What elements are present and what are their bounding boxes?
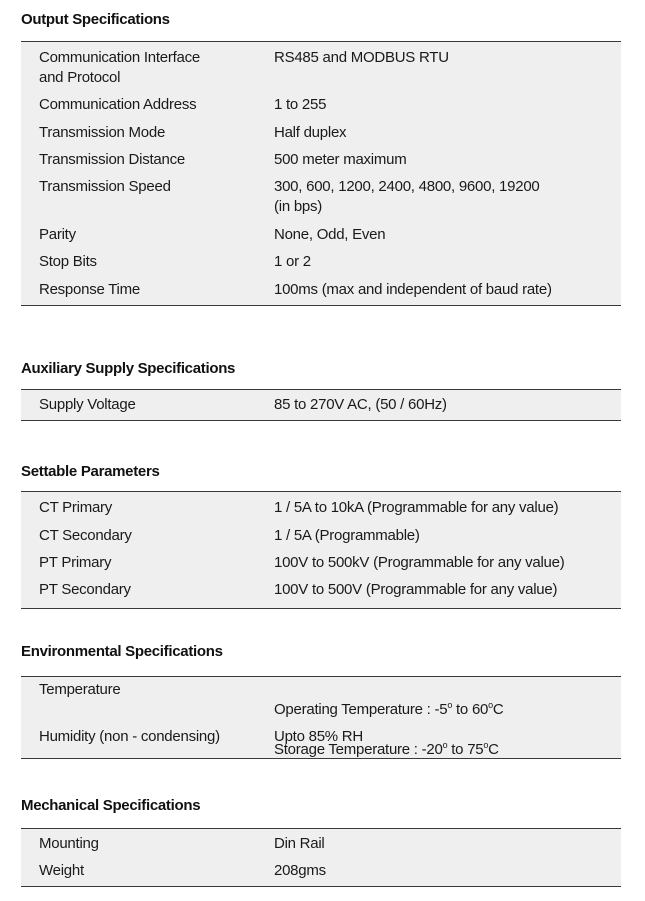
spec-label: Stop Bits <box>39 253 97 270</box>
spec-value: None, Odd, Even <box>274 226 386 243</box>
spec-value: 100V to 500V (Programmable for any value) <box>274 581 558 598</box>
spec-label: Transmission Mode <box>39 124 166 141</box>
storage-temperature: Storage Temperature : -20$^o$ to 75$^o$C <box>274 740 499 758</box>
output-specifications-table <box>21 41 621 306</box>
spec-value: 100V to 500kV (Programmable for any value) <box>274 554 565 571</box>
settable-parameters-table <box>21 491 621 609</box>
spec-label: CT Secondary <box>39 527 132 544</box>
spec-label: Humidity (non - condensing) <box>39 728 220 745</box>
spec-value: 85 to 270V AC, (50 / 60Hz) <box>274 396 447 413</box>
spec-label: Weight <box>39 862 84 879</box>
mechanical-specifications-title: Mechanical Specifications <box>21 797 201 814</box>
spec-label: Communication Address <box>39 96 197 113</box>
auxiliary-supply-title: Auxiliary Supply Specifications <box>21 360 236 377</box>
spec-value: 500 meter maximum <box>274 151 407 168</box>
spec-value: Half duplex <box>274 124 347 141</box>
spec-label: CT Primary <box>39 499 113 516</box>
spec-label: Temperature <box>39 681 121 698</box>
degree-mark: o <box>488 700 493 710</box>
environmental-specifications-title: Environmental Specifications <box>21 643 223 660</box>
spec-label: Transmission Distance <box>39 151 185 168</box>
mechanical-specifications-table <box>21 828 621 887</box>
environmental-specifications-table <box>21 676 621 759</box>
spec-label: Response Time <box>39 281 140 298</box>
spec-label: PT Primary <box>39 554 112 571</box>
spec-value: 1 to 255 <box>274 96 327 113</box>
output-specifications-title: Output Specifications <box>21 11 170 28</box>
spec-value: 100ms (max and independent of baud rate) <box>274 281 552 298</box>
spec-label: PT Secondary <box>39 581 131 598</box>
spec-value: 1 or 2 <box>274 253 311 270</box>
degree-mark: o <box>442 740 448 750</box>
spec-value: Din Rail <box>274 835 325 852</box>
settable-parameters-title: Settable Parameters <box>21 463 160 480</box>
spec-label: Transmission Speed <box>39 178 171 195</box>
spec-value: 1 / 5A (Programmable) <box>274 527 420 544</box>
spec-value: 300, 600, 1200, 2400, 4800, 9600, 19200 (in bps) <box>274 178 540 215</box>
spec-value: 1 / 5A to 10kA (Programmable for any value) <box>274 499 559 516</box>
degree-mark: o <box>447 700 453 710</box>
spec-label: Parity <box>39 226 76 243</box>
spec-value: Upto 85% RH <box>274 728 363 745</box>
spec-label: Supply Voltage <box>39 396 136 413</box>
degree-mark: o <box>483 740 489 750</box>
spec-label: Communication Interface and Protocol <box>39 49 200 86</box>
spec-label: Mounting <box>39 835 99 852</box>
operating-temperature: Operating Temperature : -5$^o$ to 60$^o$C <box>274 700 504 718</box>
spec-value: 208gms <box>274 862 326 879</box>
auxiliary-supply-table <box>21 389 621 421</box>
spec-value: RS485 and MODBUS RTU <box>274 49 449 66</box>
